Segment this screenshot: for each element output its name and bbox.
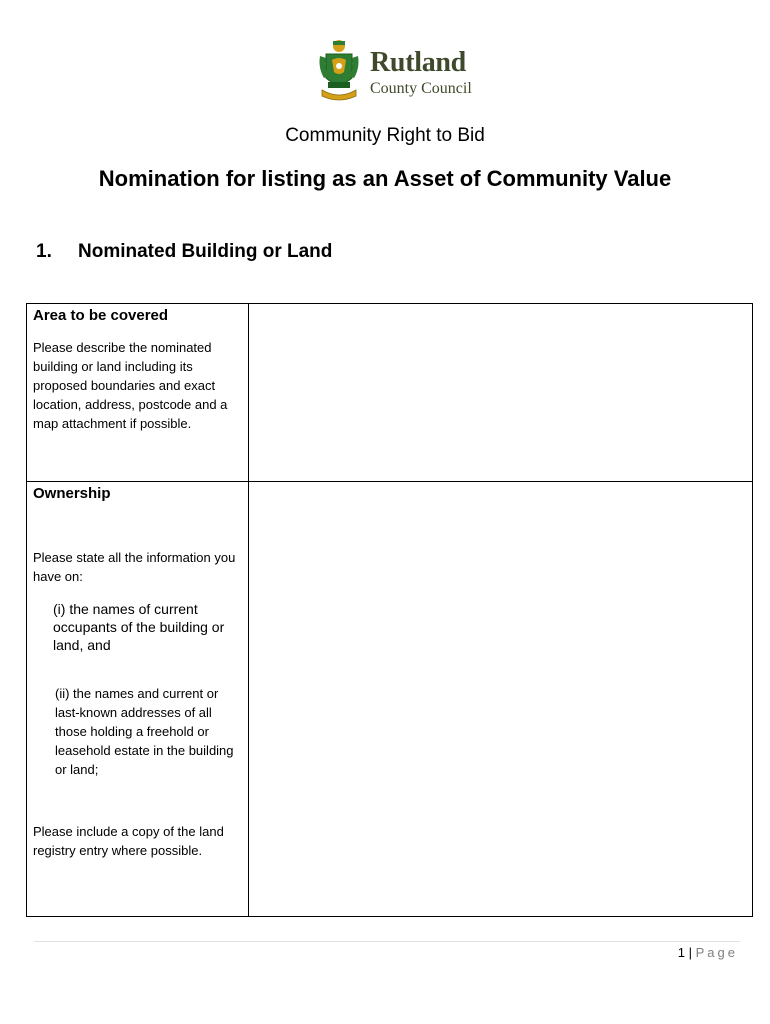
footer-divider — [34, 941, 740, 942]
section-number: 1. — [36, 241, 52, 262]
ownership-description: Please state all the information you have on: — [33, 550, 236, 584]
ownership-note: Please include a copy of the land registry entry where possible. — [33, 824, 224, 858]
document-title: Nomination for listing as an Asset of Community Value — [98, 166, 672, 191]
logo-subtitle: County Council — [370, 80, 472, 97]
page-number: 1 — [677, 945, 685, 960]
coat-of-arms-icon — [316, 38, 362, 106]
ownership-heading: Ownership — [33, 485, 111, 502]
ownership-item-ii: (ii) the names and current or last-known addresses of all those holding a freehold or leasehold estate in the building or land; — [55, 686, 234, 777]
page-footer — [600, 944, 738, 962]
section-title: Nominated Building or Land — [78, 241, 333, 262]
area-description: Please describe the nominated building or land including its proposed boundaries and exact location, address, postcode and a map attachment if possible. — [33, 340, 228, 431]
area-heading: Area to be covered — [33, 307, 169, 324]
logo-name: Rutland — [370, 47, 466, 78]
nomination-table — [26, 303, 753, 917]
ownership-answer-field[interactable] — [249, 482, 752, 916]
ownership-item-i: (i) the names of current occupants of the building or land, and — [53, 601, 225, 653]
document-subtitle: Community Right to Bid — [285, 125, 485, 146]
area-answer-field[interactable] — [249, 304, 752, 481]
council-logo — [316, 38, 472, 108]
page-label: Page — [695, 945, 738, 960]
footer-separator: | — [688, 945, 692, 960]
